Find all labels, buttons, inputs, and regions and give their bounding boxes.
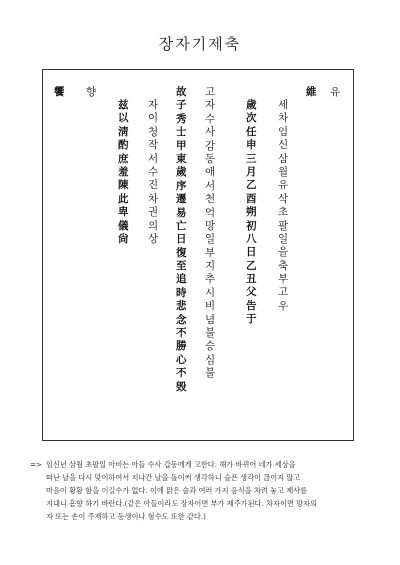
glyph: 于 xyxy=(246,313,257,326)
glyph: 비 xyxy=(205,300,216,313)
glyph: 陳 xyxy=(118,179,129,192)
glyph: 甲 xyxy=(176,139,187,152)
glyph: 淸 xyxy=(118,125,129,138)
column-offering-hanja xyxy=(118,100,129,247)
glyph: 至 xyxy=(176,260,187,273)
column-son-hangul xyxy=(205,87,215,382)
glyph: 념 xyxy=(205,313,216,326)
glyph: 의 xyxy=(148,219,159,232)
glyph: 故 xyxy=(176,86,187,98)
glyph: 심 xyxy=(205,353,216,366)
page-title: 장자기제축 xyxy=(158,35,242,53)
note-line: 떠난 날을 다시 맞이하여서 지나간 날을 돌이켜 생각하니 슬픈 생각이 끊이지 않고 xyxy=(46,473,301,482)
glyph: 時 xyxy=(176,286,187,299)
glyph: 任 xyxy=(246,125,257,138)
column-header-yu: 維 xyxy=(306,86,317,98)
glyph: 日 xyxy=(246,246,257,259)
glyph: 진 xyxy=(148,179,159,192)
note-line: 자 또는 손이 주재하고 동생이나 형수도 또한 같다.) xyxy=(46,512,206,521)
glyph: 부 xyxy=(278,273,289,286)
glyph: 卑 xyxy=(118,206,129,219)
glyph: 此 xyxy=(118,192,129,205)
glyph: 억 xyxy=(205,206,216,219)
glyph: 三 xyxy=(246,152,257,165)
glyph: 士 xyxy=(176,126,187,139)
prayer-frame xyxy=(42,69,354,441)
glyph: 애 xyxy=(205,166,216,179)
glyph: 천 xyxy=(205,193,216,206)
glyph: 수 xyxy=(148,165,159,178)
glyph: 易 xyxy=(176,206,187,219)
glyph: 고 xyxy=(205,86,216,98)
glyph: 酉 xyxy=(246,192,257,205)
glyph: 권 xyxy=(148,206,159,219)
glyph: 月 xyxy=(246,165,257,178)
glyph: 차 xyxy=(278,112,289,125)
glyph: 不 xyxy=(176,367,187,380)
glyph: 復 xyxy=(176,246,187,259)
glyph: 시 xyxy=(205,286,216,299)
glyph: 유 xyxy=(278,179,289,192)
note-line: 마음이 황황 함을 이길수가 없다. 이에 맑은 술과 여러 가지 음식을 차려 놓고 제사를 xyxy=(46,486,308,495)
glyph: 승 xyxy=(205,340,216,353)
glyph: 追 xyxy=(176,273,187,286)
glyph: 乙 xyxy=(246,179,257,192)
glyph: 不 xyxy=(176,327,187,340)
note-line: 지내니 흠향 하기 바란다.(같은 아들이라도 장자이면 부가 제주가된다. 차자이면 망자의 xyxy=(46,499,317,508)
glyph: 초 xyxy=(278,206,289,219)
translation-note xyxy=(30,458,380,523)
glyph: 서 xyxy=(205,179,216,192)
glyph: 사 xyxy=(205,126,216,139)
column-son-hanja xyxy=(176,87,187,395)
glyph: 삭 xyxy=(278,192,289,205)
glyph: 불 xyxy=(205,327,216,340)
glyph: 遷 xyxy=(176,193,187,206)
glyph: 감 xyxy=(205,139,216,152)
glyph: 자 xyxy=(205,99,216,112)
glyph: 羞 xyxy=(118,165,129,178)
glyph: 임 xyxy=(278,125,289,138)
glyph: 동 xyxy=(205,152,216,165)
glyph: 자 xyxy=(148,99,159,111)
glyph: 세 xyxy=(278,99,289,111)
glyph: 毁 xyxy=(176,380,187,393)
column-year-hanja xyxy=(246,100,257,328)
column-hyang: 饗 xyxy=(54,86,65,98)
glyph: 서 xyxy=(148,152,159,165)
glyph: 작 xyxy=(148,139,159,152)
glyph: 序 xyxy=(176,179,187,192)
glyph: 차 xyxy=(148,192,159,205)
glyph: 父 xyxy=(246,286,257,299)
glyph: 八 xyxy=(246,232,257,245)
glyph: 이 xyxy=(148,112,159,125)
glyph: 以 xyxy=(118,112,129,125)
glyph: 悲 xyxy=(176,300,187,313)
glyph: 申 xyxy=(246,139,257,152)
column-hyang-2: 향 xyxy=(86,86,97,98)
glyph: 불 xyxy=(205,367,216,380)
glyph: 망 xyxy=(205,219,216,232)
glyph: 儀 xyxy=(118,219,129,232)
glyph: 朔 xyxy=(246,206,257,219)
glyph: 次 xyxy=(246,112,257,125)
glyph: 신 xyxy=(278,139,289,152)
glyph: 告 xyxy=(246,299,257,312)
glyph: 勝 xyxy=(176,340,187,353)
glyph: 酌 xyxy=(118,139,129,152)
glyph: 亡 xyxy=(176,219,187,232)
glyph: 청 xyxy=(148,125,159,138)
glyph: 상 xyxy=(148,232,159,245)
glyph: 歲 xyxy=(176,166,187,179)
glyph: 우 xyxy=(278,299,289,312)
glyph: 尙 xyxy=(118,232,129,245)
glyph: 歲 xyxy=(246,99,257,111)
glyph: 월 xyxy=(278,165,289,178)
glyph: 心 xyxy=(176,353,187,366)
glyph: 삼 xyxy=(278,152,289,165)
glyph: 念 xyxy=(176,313,187,326)
glyph: 팔 xyxy=(278,219,289,232)
glyph: 축 xyxy=(278,259,289,272)
note-line: 임신년 삼월 초팔일 아비는 아들 수사 갑동에게 고한다. 해가 바뀌어 네가 세상을 xyxy=(46,460,296,469)
glyph: 日 xyxy=(176,233,187,246)
column-year-hangul xyxy=(278,100,288,314)
glyph: 지 xyxy=(205,260,216,273)
glyph: 을 xyxy=(278,246,289,259)
glyph: 丑 xyxy=(246,273,257,286)
glyph: 추 xyxy=(205,273,216,286)
glyph: 일 xyxy=(278,232,289,245)
glyph: 부 xyxy=(205,246,216,259)
column-offering-hangul xyxy=(148,100,158,247)
arrow-marker: => xyxy=(30,460,43,469)
glyph: 初 xyxy=(246,219,257,232)
glyph: 일 xyxy=(205,233,216,246)
column-header-yu-2: 유 xyxy=(330,86,341,98)
glyph: 고 xyxy=(278,286,289,299)
glyph: 수 xyxy=(205,112,216,125)
glyph: 乙 xyxy=(246,259,257,272)
glyph: 秀 xyxy=(176,112,187,125)
glyph: 東 xyxy=(176,152,187,165)
glyph: 兹 xyxy=(118,99,129,111)
glyph: 庶 xyxy=(118,152,129,165)
glyph: 子 xyxy=(176,99,187,112)
